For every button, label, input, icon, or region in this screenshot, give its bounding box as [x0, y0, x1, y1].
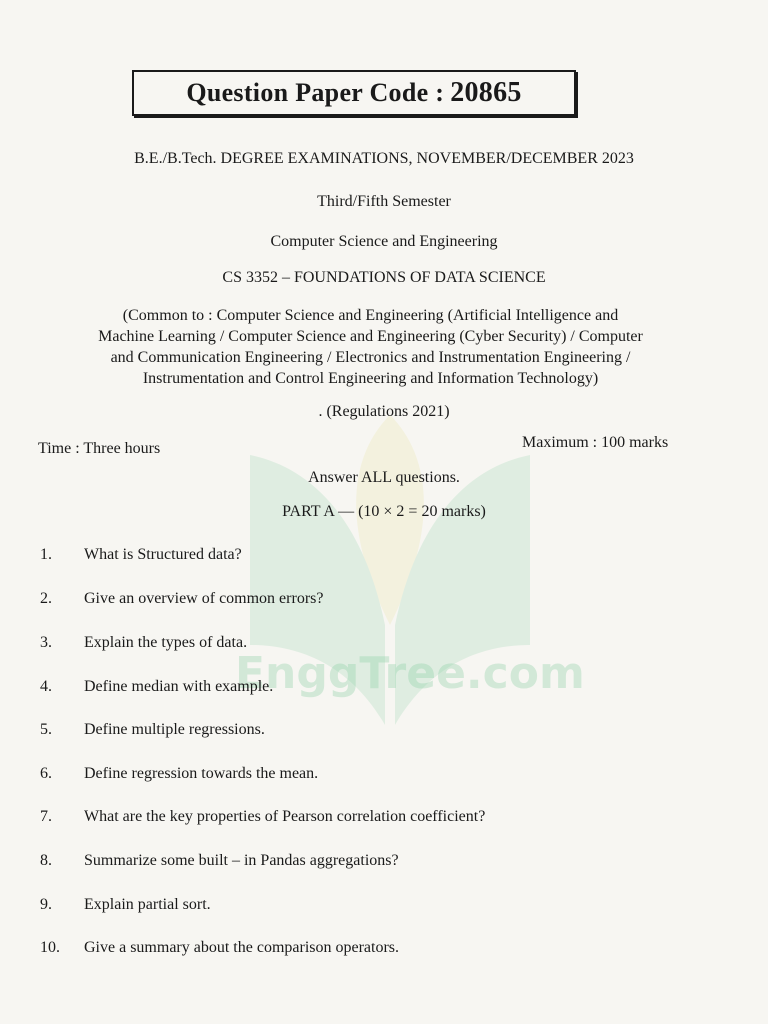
- question-number: 4.: [40, 678, 52, 695]
- instruction: Answer ALL questions.: [308, 469, 460, 486]
- code-label: Question Paper Code :: [186, 78, 445, 107]
- watermark-text: EnggTree.com: [235, 648, 585, 699]
- code-number: 20865: [450, 77, 522, 108]
- part-heading: PART A — (10 × 2 = 20 marks): [282, 503, 486, 520]
- course-title: CS 3352 – FOUNDATIONS OF DATA SCIENCE: [222, 269, 546, 286]
- question-text: Define multiple regressions.: [84, 721, 265, 738]
- exam-title: B.E./B.Tech. DEGREE EXAMINATIONS, NOVEMBER/DECEMBER 2023: [134, 150, 634, 167]
- question-text: Explain the types of data.: [84, 634, 248, 651]
- question-text: Define median with example.: [84, 678, 274, 695]
- question-number: 5.: [40, 721, 52, 738]
- question-text: What is Structured data?: [84, 546, 242, 563]
- common-to-block: [38, 305, 703, 389]
- question-number: 1.: [40, 546, 52, 563]
- regulations: . (Regulations 2021): [318, 403, 450, 420]
- department: Computer Science and Engineering: [270, 233, 498, 250]
- question-text: Explain partial sort.: [84, 896, 211, 913]
- question-number: 9.: [40, 896, 52, 913]
- question-paper-code-box: [132, 70, 576, 116]
- maximum-marks: Maximum : 100 marks: [522, 434, 669, 451]
- question-number: 3.: [40, 634, 52, 651]
- semester: Third/Fifth Semester: [317, 193, 451, 210]
- common-to-line: Machine Learning / Computer Science and Engineering (Cyber Security) / Computer: [98, 328, 643, 345]
- question-text: Give an overview of common errors?: [84, 590, 324, 607]
- question-text: Give a summary about the comparison operators.: [84, 939, 400, 956]
- question-number: 2.: [40, 590, 52, 607]
- common-to-line: Instrumentation and Control Engineering and Information Technology): [142, 370, 599, 387]
- question-number: 7.: [40, 808, 52, 825]
- question-text: Summarize some built – in Pandas aggregations?: [84, 852, 399, 869]
- question-number: 6.: [40, 765, 52, 782]
- question-number: 10.: [40, 939, 60, 956]
- common-to-line: (Common to : Computer Science and Engineering (Artificial Intelligence and: [122, 307, 619, 324]
- question-text: Define regression towards the mean.: [84, 765, 319, 782]
- question-text: What are the key properties of Pearson correlation coefficient?: [84, 808, 486, 825]
- question-number: 8.: [40, 852, 52, 869]
- time-duration: Time : Three hours: [38, 440, 161, 457]
- common-to-line: and Communication Engineering / Electronics and Instrumentation Engineering /: [110, 349, 631, 366]
